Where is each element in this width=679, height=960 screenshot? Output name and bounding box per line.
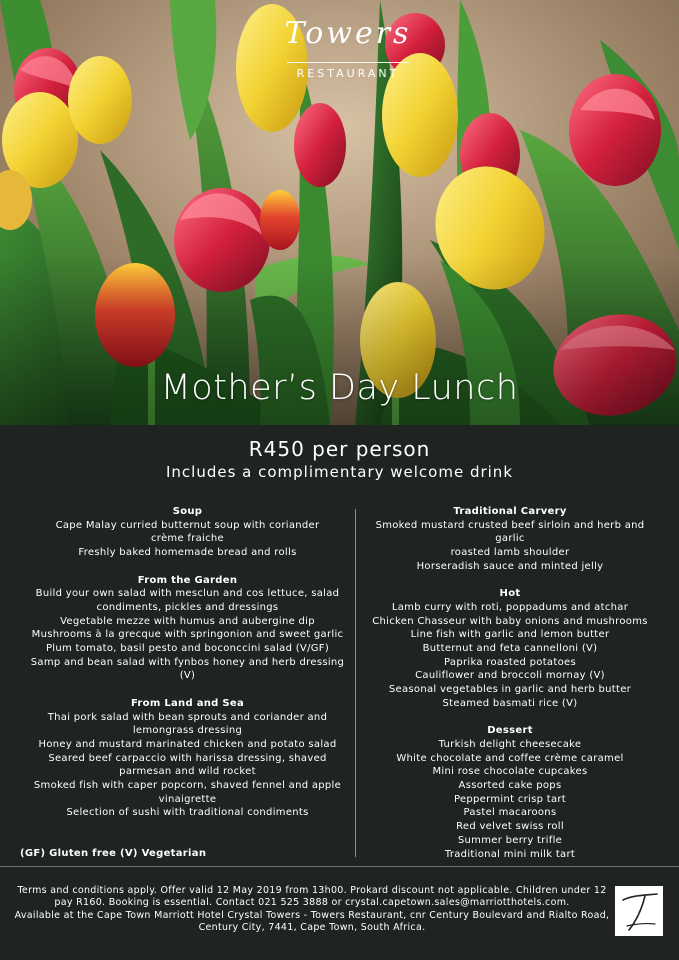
menu-item: Paprika roasted potatoes — [444, 656, 576, 668]
menu-item: Cauliflower and broccoli mornay (V) — [415, 670, 605, 682]
menu-item: White chocolate and coffee crème caramel — [396, 752, 624, 764]
menu-item: vinaigrette — [158, 793, 217, 805]
menu-item: Horseradish sauce and minted jelly — [416, 560, 604, 572]
menu-item: Peppermint crisp tart — [453, 793, 567, 805]
menu-item: Plum tomato, basil pesto and boconccini salad (V/GF) — [45, 643, 330, 655]
menu-item: Line fish with garlic and lemon butter — [410, 629, 610, 641]
menu-item: Vegetable mezze with humus and aubergine dip — [60, 615, 315, 627]
menu-item: Steamed basmati rice (V) — [442, 697, 578, 709]
menu-item: condiments, pickles and dressings — [96, 601, 279, 613]
logo-wordmark: Towers — [284, 16, 412, 51]
menu-item: Selection of sushi with traditional condiments — [66, 807, 309, 819]
menu-section-dessert — [360, 724, 660, 861]
t-monogram-icon — [615, 886, 663, 936]
menu-item: Traditional mini milk tart — [444, 848, 576, 860]
logo-subtitle: RESTAURANT — [296, 67, 400, 80]
section-title: From the Garden — [137, 574, 238, 586]
menu-item: Thai pork salad with bean sprouts and coriander and — [47, 711, 328, 723]
menu-item: (V) — [179, 670, 196, 682]
menu-item: Freshly baked homemade bread and rolls — [78, 547, 297, 559]
dietary-legend: (GF) Gluten free (V) Vegetarian — [20, 848, 207, 859]
menu-item: Butternut and feta cannelloni (V) — [422, 643, 598, 655]
menu-section-soup — [30, 505, 345, 560]
menu-item: Chicken Chasseur with baby onions and mushrooms — [372, 615, 648, 627]
menu-item: parmesan and wild rocket — [119, 766, 256, 778]
menu-item: Mushrooms à la grecque with springonion and sweet garlic — [31, 629, 344, 641]
terms-and-conditions — [14, 885, 610, 934]
section-title: From Land and Sea — [130, 697, 245, 709]
menu-column-left — [30, 505, 345, 834]
section-title: Dessert — [487, 725, 533, 737]
menu-item: roasted lamb shoulder — [450, 547, 570, 559]
towers-monogram-logo — [615, 886, 663, 936]
menu-item: Pastel macaroons — [463, 807, 557, 819]
menu-item: Cape Malay curried butternut soup with coriander — [55, 519, 320, 531]
price-heading: R450 per person — [248, 437, 431, 461]
terms-line: Available at the Cape Town Marriott Hotel Crystal Towers - Towers Restaurant, cnr Century Boulevard and Rialto Road, — [14, 909, 610, 921]
menu-item: Mini rose chocolate cupcakes — [432, 766, 588, 778]
menu-item: Build your own salad with mesclun and cos lettuce, salad — [35, 588, 340, 600]
footer-divider — [0, 866, 679, 867]
section-title: Traditional Carvery — [453, 506, 567, 517]
menu-item: Assorted cake pops — [458, 780, 562, 792]
menu-item: Honey and mustard marinated chicken and potato salad — [38, 738, 337, 750]
menu-item: Smoked fish with caper popcorn, shaved fennel and apple — [33, 780, 342, 792]
terms-line: Terms and conditions apply. Offer valid 12 May 2019 from 13h00. Prokard discount not applicable. Children under 12 — [17, 885, 607, 896]
menu-item: lemongrass dressing — [132, 725, 243, 737]
menu-column-right — [360, 505, 660, 875]
menu-item: Samp and bean salad with fynbos honey and herb dressing — [30, 656, 345, 668]
section-title: Soup — [172, 506, 203, 517]
logo-divider — [287, 62, 409, 63]
terms-line: Century City, 7441, Cape Town, South Africa. — [198, 921, 426, 933]
menu-item: Turkish delight cheesecake — [438, 738, 582, 750]
menu-item: Smoked mustard crusted beef sirloin and herb and garlic — [375, 519, 645, 545]
menu-item: Seared beef carpaccio with harissa dressing, shaved — [48, 752, 327, 764]
menu-section-hot — [360, 587, 660, 710]
terms-line: pay R160. Booking is essential. Contact 021 525 3888 or crystal.capetown.sales@marriotthotels.com. — [54, 897, 570, 909]
welcome-drink-note: Includes a complimentary welcome drink — [165, 463, 514, 481]
menu-item: Seasonal vegetables in garlic and herb butter — [388, 684, 632, 696]
menu-section-carvery — [360, 505, 660, 574]
column-divider — [355, 509, 356, 857]
section-title: Hot — [499, 588, 521, 600]
menu-item: Lamb curry with roti, poppadums and atchar — [391, 601, 629, 613]
menu-section-garden — [30, 574, 345, 684]
restaurant-logo — [283, 16, 413, 80]
page-title: Mother’s Day Lunch — [160, 368, 519, 408]
menu-item: Summer berry trifle — [457, 834, 563, 846]
menu-section-land-and-sea — [30, 697, 345, 820]
menu-item: Red velvet swiss roll — [456, 821, 564, 833]
menu-item: crème fraiche — [150, 533, 225, 545]
